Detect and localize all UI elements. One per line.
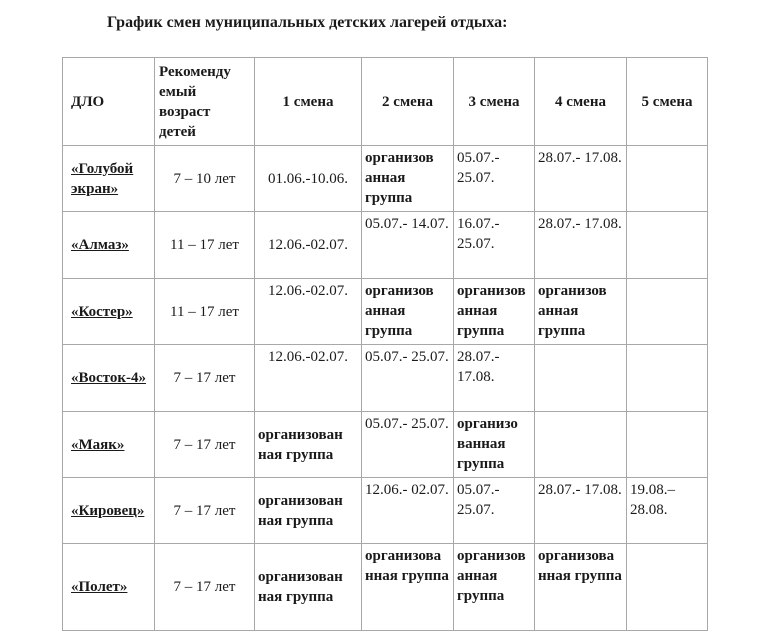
shift-1-cell: 12.06.-02.07. bbox=[255, 279, 362, 345]
shift-3-cell: 05.07.- 25.07. bbox=[454, 146, 535, 212]
shift-3-cell: организо ванная группа bbox=[454, 412, 535, 478]
shift-4-cell: организова нная группа bbox=[535, 544, 627, 631]
header-shift-5: 5 смена bbox=[627, 58, 708, 146]
age-cell: 7 – 17 лет bbox=[155, 345, 255, 412]
table-row bbox=[63, 212, 708, 279]
shift-5-cell: 19.08.– 28.08. bbox=[627, 478, 708, 544]
header-shift-3: 3 смена bbox=[454, 58, 535, 146]
shift-4-cell bbox=[535, 412, 627, 478]
age-cell: 7 – 17 лет bbox=[155, 478, 255, 544]
table-row bbox=[63, 412, 708, 478]
camp-name[interactable]: «Голубой экран» bbox=[63, 146, 155, 212]
shift-3-cell: 05.07.- 25.07. bbox=[454, 478, 535, 544]
shift-2-cell: 05.07.- 14.07. bbox=[362, 212, 454, 279]
page-title: График смен муниципальных детских лагерей отдыха: bbox=[107, 14, 508, 31]
table-row bbox=[63, 146, 708, 212]
table-row bbox=[63, 279, 708, 345]
shift-5-cell bbox=[627, 279, 708, 345]
age-cell: 7 – 17 лет bbox=[155, 412, 255, 478]
age-cell: 7 – 10 лет bbox=[155, 146, 255, 212]
camp-name[interactable]: «Маяк» bbox=[63, 412, 155, 478]
camp-name[interactable]: «Костер» bbox=[63, 279, 155, 345]
header-age: Рекоменду емый возраст детей bbox=[155, 58, 255, 146]
header-shift-1: 1 смена bbox=[255, 58, 362, 146]
camp-name[interactable]: «Полет» bbox=[63, 544, 155, 631]
shift-3-cell: 28.07.- 17.08. bbox=[454, 345, 535, 412]
shift-4-cell bbox=[535, 345, 627, 412]
shift-2-cell: организов анная группа bbox=[362, 146, 454, 212]
shift-1-cell: организован ная группа bbox=[255, 412, 362, 478]
shift-1-cell: организован ная группа bbox=[255, 478, 362, 544]
shift-3-cell: 16.07.- 25.07. bbox=[454, 212, 535, 279]
shift-1-cell: 12.06.-02.07. bbox=[255, 345, 362, 412]
header-dlo: ДЛО bbox=[63, 58, 155, 146]
shift-schedule-table bbox=[62, 57, 708, 631]
camp-name[interactable]: «Кировец» bbox=[63, 478, 155, 544]
shift-5-cell bbox=[627, 544, 708, 631]
shift-2-cell: 05.07.- 25.07. bbox=[362, 345, 454, 412]
shift-1-cell: 12.06.-02.07. bbox=[255, 212, 362, 279]
shift-2-cell: организов анная группа bbox=[362, 279, 454, 345]
shift-3-cell: организов анная группа bbox=[454, 279, 535, 345]
camp-name[interactable]: «Восток-4» bbox=[63, 345, 155, 412]
table-row bbox=[63, 478, 708, 544]
camp-name[interactable]: «Алмаз» bbox=[63, 212, 155, 279]
shift-4-cell: 28.07.- 17.08. bbox=[535, 146, 627, 212]
shift-4-cell: организов анная группа bbox=[535, 279, 627, 345]
shift-5-cell bbox=[627, 146, 708, 212]
table-row bbox=[63, 345, 708, 412]
shift-2-cell: 12.06.- 02.07. bbox=[362, 478, 454, 544]
age-cell: 7 – 17 лет bbox=[155, 544, 255, 631]
shift-3-cell: организов анная группа bbox=[454, 544, 535, 631]
shift-5-cell bbox=[627, 345, 708, 412]
shift-2-cell: 05.07.- 25.07. bbox=[362, 412, 454, 478]
shift-2-cell: организова нная группа bbox=[362, 544, 454, 631]
shift-1-cell: организован ная группа bbox=[255, 544, 362, 631]
header-shift-4: 4 смена bbox=[535, 58, 627, 146]
header-row bbox=[63, 58, 708, 146]
shift-4-cell: 28.07.- 17.08. bbox=[535, 478, 627, 544]
shift-5-cell bbox=[627, 412, 708, 478]
header-shift-2: 2 смена bbox=[362, 58, 454, 146]
shift-4-cell: 28.07.- 17.08. bbox=[535, 212, 627, 279]
shift-1-cell: 01.06.-10.06. bbox=[255, 146, 362, 212]
age-cell: 11 – 17 лет bbox=[155, 279, 255, 345]
table-row bbox=[63, 544, 708, 631]
shift-5-cell bbox=[627, 212, 708, 279]
age-cell: 11 – 17 лет bbox=[155, 212, 255, 279]
